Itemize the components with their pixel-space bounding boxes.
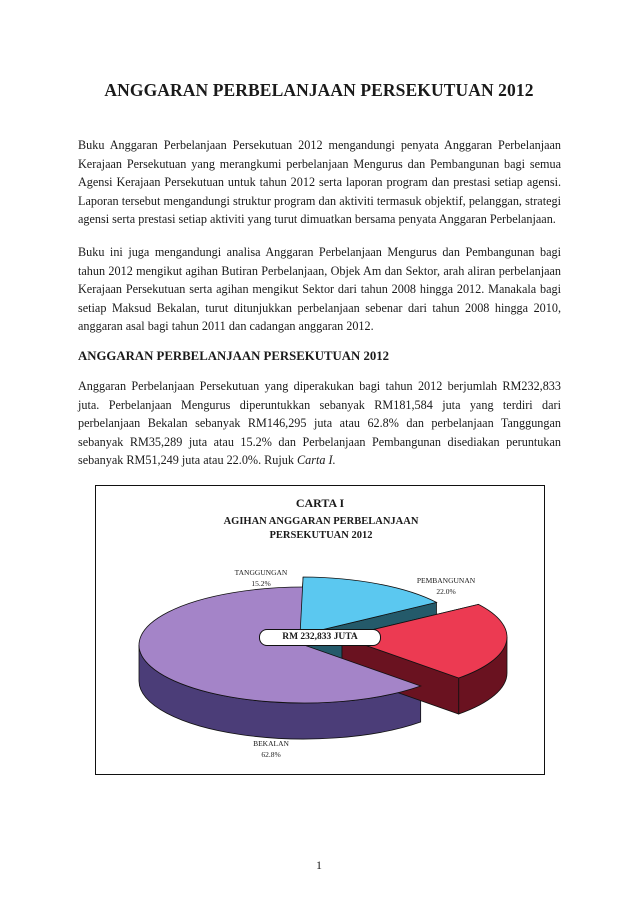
chart-subtitle-line2: PERSEKUTUAN 2012 <box>269 530 373 541</box>
tanggungan-name: TANGGUNGAN <box>234 568 288 577</box>
chart-subtitle-line1: AGIHAN ANGGARAN PERBELANJAAN <box>223 516 419 527</box>
budget-paragraph-text: Anggaran Perbelanjaan Persekutuan yang diperakukan bagi tahun 2012 berjumlah RM232,833 juta. Perbelanjaan Mengurus diperuntukkan sebanyak RM181,584 juta yang terdiri dari perbelanjaan Bekalan sebanyak RM146,295 juta atau 62.8% dan perbelanjaan Tanggungan sebanyak RM35,289 juta atau 15.2% dan Perbelanjaan Pembangunan disediakan peruntukan sebanyak RM51,249 juta atau 22.0%. Rujuk <box>78 379 561 468</box>
page-number: 1 <box>316 858 322 872</box>
tanggungan-label <box>226 567 296 589</box>
pembangunan-percent: 22.0% <box>436 587 456 596</box>
budget-paragraph <box>78 377 561 470</box>
bekalan-percent: 62.8% <box>261 750 281 759</box>
chart-title: CARTA I <box>295 496 345 510</box>
pembangunan-label <box>406 575 486 597</box>
pembangunan-name: PEMBANGUNAN <box>416 576 476 585</box>
chart-frame <box>95 485 545 775</box>
tanggungan-percent: 15.2% <box>251 579 271 588</box>
page-title: ANGGARAN PERBELANJAAN PERSEKUTUAN 2012 <box>104 80 534 100</box>
bekalan-name: BEKALAN <box>253 739 289 748</box>
total-label: RM 232,833 JUTA <box>259 629 381 646</box>
analysis-paragraph: Buku ini juga mengandungi analisa Anggaran Perbelanjaan Mengurus dan Pembangunan bagi tahun 2012 mengikut agihan Butiran Perbelanjaan, Objek Am dan Sektor, arah aliran perbelanjaan Kerajaan Persekutuan serta agihan mengikut Sektor dari tahun 2008 hingga 2012. Manakala bagi setiap Maksud Bekalan, turut ditunjukkan perbelanjaan sebenar dari tahun 2008 hingga 2010, anggaran asal bagi tahun 2011 dan cadangan anggaran 2012. <box>78 245 561 334</box>
bekalan-label <box>246 738 296 760</box>
chart-reference: Carta I. <box>297 453 336 468</box>
intro-paragraph: Buku Anggaran Perbelanjaan Persekutuan 2012 mengandungi penyata Anggaran Perbelanjaan Kerajaan Persekutuan yang merangkumi perbelanjaan Mengurus dan Pembangunan bagi semua Agensi Kerajaan Persekutuan untuk tahun 2012 serta laporan program dan prestasi setiap agensi. Laporan tersebut mengandungi struktur program dan aktiviti termasuk objektif, pelanggan, strategi agensi serta prestasi setiap aktiviti yang turut dimuatkan bersama penyata Anggaran Perbelanjaan. <box>78 138 561 227</box>
section-heading: ANGGARAN PERBELANJAAN PERSEKUTUAN 2012 <box>78 349 390 363</box>
chart-subtitle <box>156 515 486 543</box>
